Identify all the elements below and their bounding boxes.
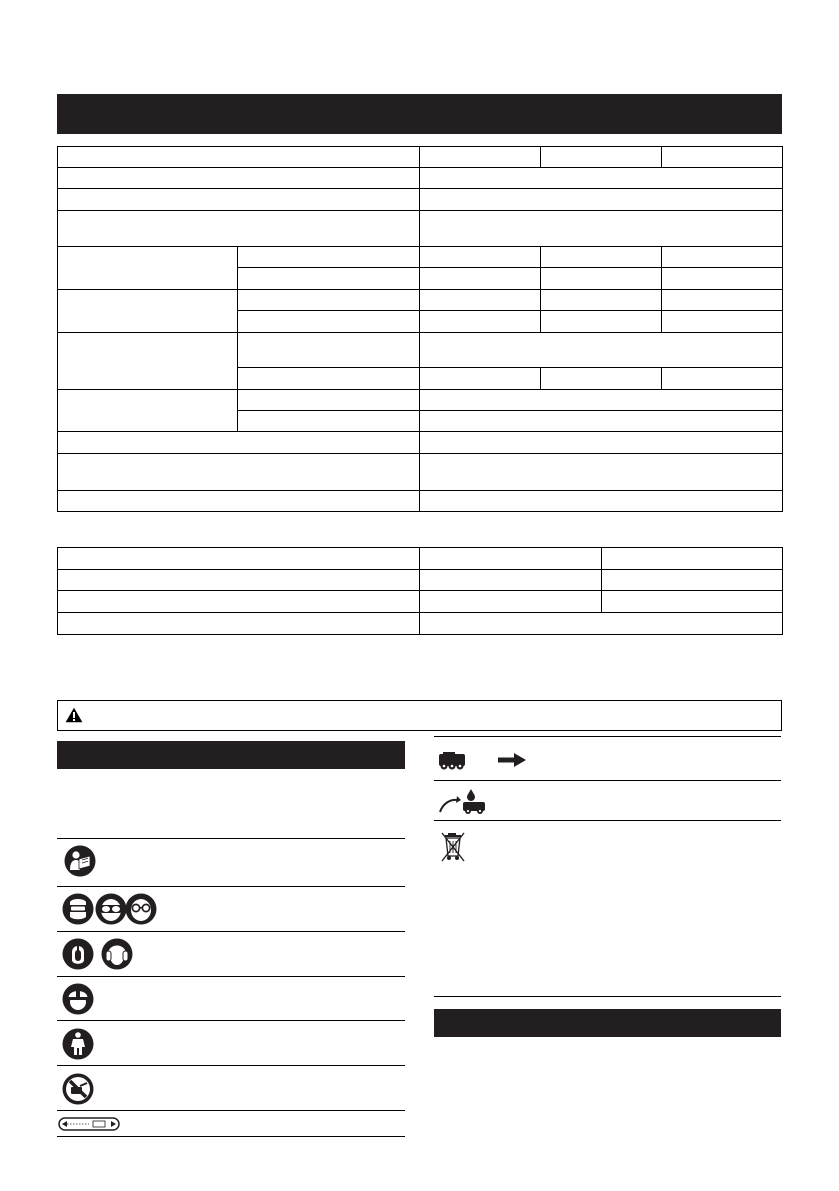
symbol-row-divider xyxy=(434,780,781,781)
table-cell xyxy=(58,147,420,168)
table-cell xyxy=(420,368,541,390)
table-cell xyxy=(420,211,783,247)
table-cell xyxy=(420,333,783,368)
table-cell xyxy=(58,591,420,613)
guide-bar-length-icon xyxy=(57,1116,121,1132)
table-cell xyxy=(420,311,541,333)
read-instruction-manual-icon xyxy=(64,845,96,877)
ear-protection-icon xyxy=(62,938,94,970)
table-cell xyxy=(58,211,420,247)
table-cell xyxy=(58,168,420,189)
table-cell xyxy=(662,368,783,390)
table-cell xyxy=(541,268,662,290)
table-cell xyxy=(541,311,662,333)
face-shield-icon xyxy=(62,893,94,925)
table-cell xyxy=(58,390,238,432)
table-cell xyxy=(58,290,238,333)
table-cell xyxy=(602,548,783,570)
table-cell xyxy=(420,491,783,512)
table-cell xyxy=(58,454,420,491)
table-row xyxy=(58,491,783,512)
table-cell xyxy=(238,390,420,411)
symbol-row-divider xyxy=(57,838,405,839)
table-row xyxy=(58,290,783,311)
table-cell xyxy=(420,454,783,491)
specifications-table xyxy=(57,146,783,512)
table-cell xyxy=(602,591,783,613)
table-cell xyxy=(58,432,420,454)
chain-oil-adjust-icon xyxy=(437,788,489,816)
symbol-row-divider xyxy=(57,1136,405,1137)
table-cell xyxy=(602,570,783,591)
table-cell xyxy=(541,247,662,268)
hard-hat-icon xyxy=(62,983,94,1015)
table-cell xyxy=(420,168,783,189)
table-row xyxy=(58,570,783,591)
table-cell xyxy=(238,290,420,311)
table-row xyxy=(58,390,783,411)
table-cell xyxy=(420,390,783,411)
table-row xyxy=(58,168,783,189)
table-row xyxy=(58,454,783,491)
table-cell xyxy=(238,333,420,368)
crossed-out-wheeled-bin-icon xyxy=(441,831,467,863)
secondary-specifications-table xyxy=(57,547,783,635)
table-row xyxy=(58,548,783,570)
table-cell xyxy=(58,247,238,290)
table-cell xyxy=(238,247,420,268)
symbol-row-divider xyxy=(57,1110,405,1111)
symbols-section-header xyxy=(57,741,405,769)
symbol-row-divider xyxy=(57,886,405,887)
warning-triangle-icon xyxy=(65,707,83,723)
right-top-divider xyxy=(434,736,781,737)
table-cell xyxy=(420,411,783,432)
table-cell xyxy=(58,189,420,211)
table-cell xyxy=(420,432,783,454)
table-row xyxy=(58,189,783,211)
right-section-header xyxy=(434,1009,781,1037)
table-cell xyxy=(662,147,783,168)
safety-goggles-icon xyxy=(95,893,127,925)
table-row xyxy=(58,333,783,368)
table-cell xyxy=(420,548,602,570)
table-cell xyxy=(420,189,783,211)
table-cell xyxy=(238,311,420,333)
table-cell xyxy=(420,147,541,168)
table-cell xyxy=(238,368,420,390)
symbol-row-divider xyxy=(57,1020,405,1021)
symbol-row-divider xyxy=(57,976,405,977)
table-cell xyxy=(58,548,420,570)
table-cell xyxy=(420,247,541,268)
table-cell xyxy=(662,311,783,333)
table-cell xyxy=(662,290,783,311)
table-cell xyxy=(420,268,541,290)
chain-direction-icon xyxy=(437,751,467,771)
table-row xyxy=(58,247,783,268)
table-cell xyxy=(238,268,420,290)
table-row xyxy=(58,591,783,613)
table-cell xyxy=(420,290,541,311)
table-cell xyxy=(238,411,420,432)
no-one-hand-operation-icon xyxy=(62,1073,94,1105)
symbol-row-divider xyxy=(434,820,781,821)
table-cell xyxy=(58,570,420,591)
table-cell xyxy=(58,333,238,390)
ear-muffs-icon xyxy=(101,938,133,970)
table-cell xyxy=(58,613,420,635)
symbol-row-divider xyxy=(434,996,781,997)
table-cell xyxy=(541,147,662,168)
table-cell xyxy=(58,491,420,512)
table-row xyxy=(58,211,783,247)
arrow-right-icon xyxy=(497,752,527,768)
symbol-row-divider xyxy=(57,1065,405,1066)
table-cell xyxy=(420,591,602,613)
table-cell xyxy=(662,247,783,268)
warning-box xyxy=(57,700,782,731)
specifications-title-bar xyxy=(57,94,782,134)
table-cell xyxy=(662,268,783,290)
table-row xyxy=(58,613,783,635)
table-cell xyxy=(420,570,602,591)
table-cell xyxy=(541,290,662,311)
table-row xyxy=(58,432,783,454)
table-cell xyxy=(541,368,662,390)
table-row xyxy=(58,147,783,168)
protective-clothing-icon xyxy=(62,1028,94,1060)
safety-glasses-icon xyxy=(125,893,157,925)
symbol-row-divider xyxy=(57,931,405,932)
table-cell xyxy=(420,613,783,635)
